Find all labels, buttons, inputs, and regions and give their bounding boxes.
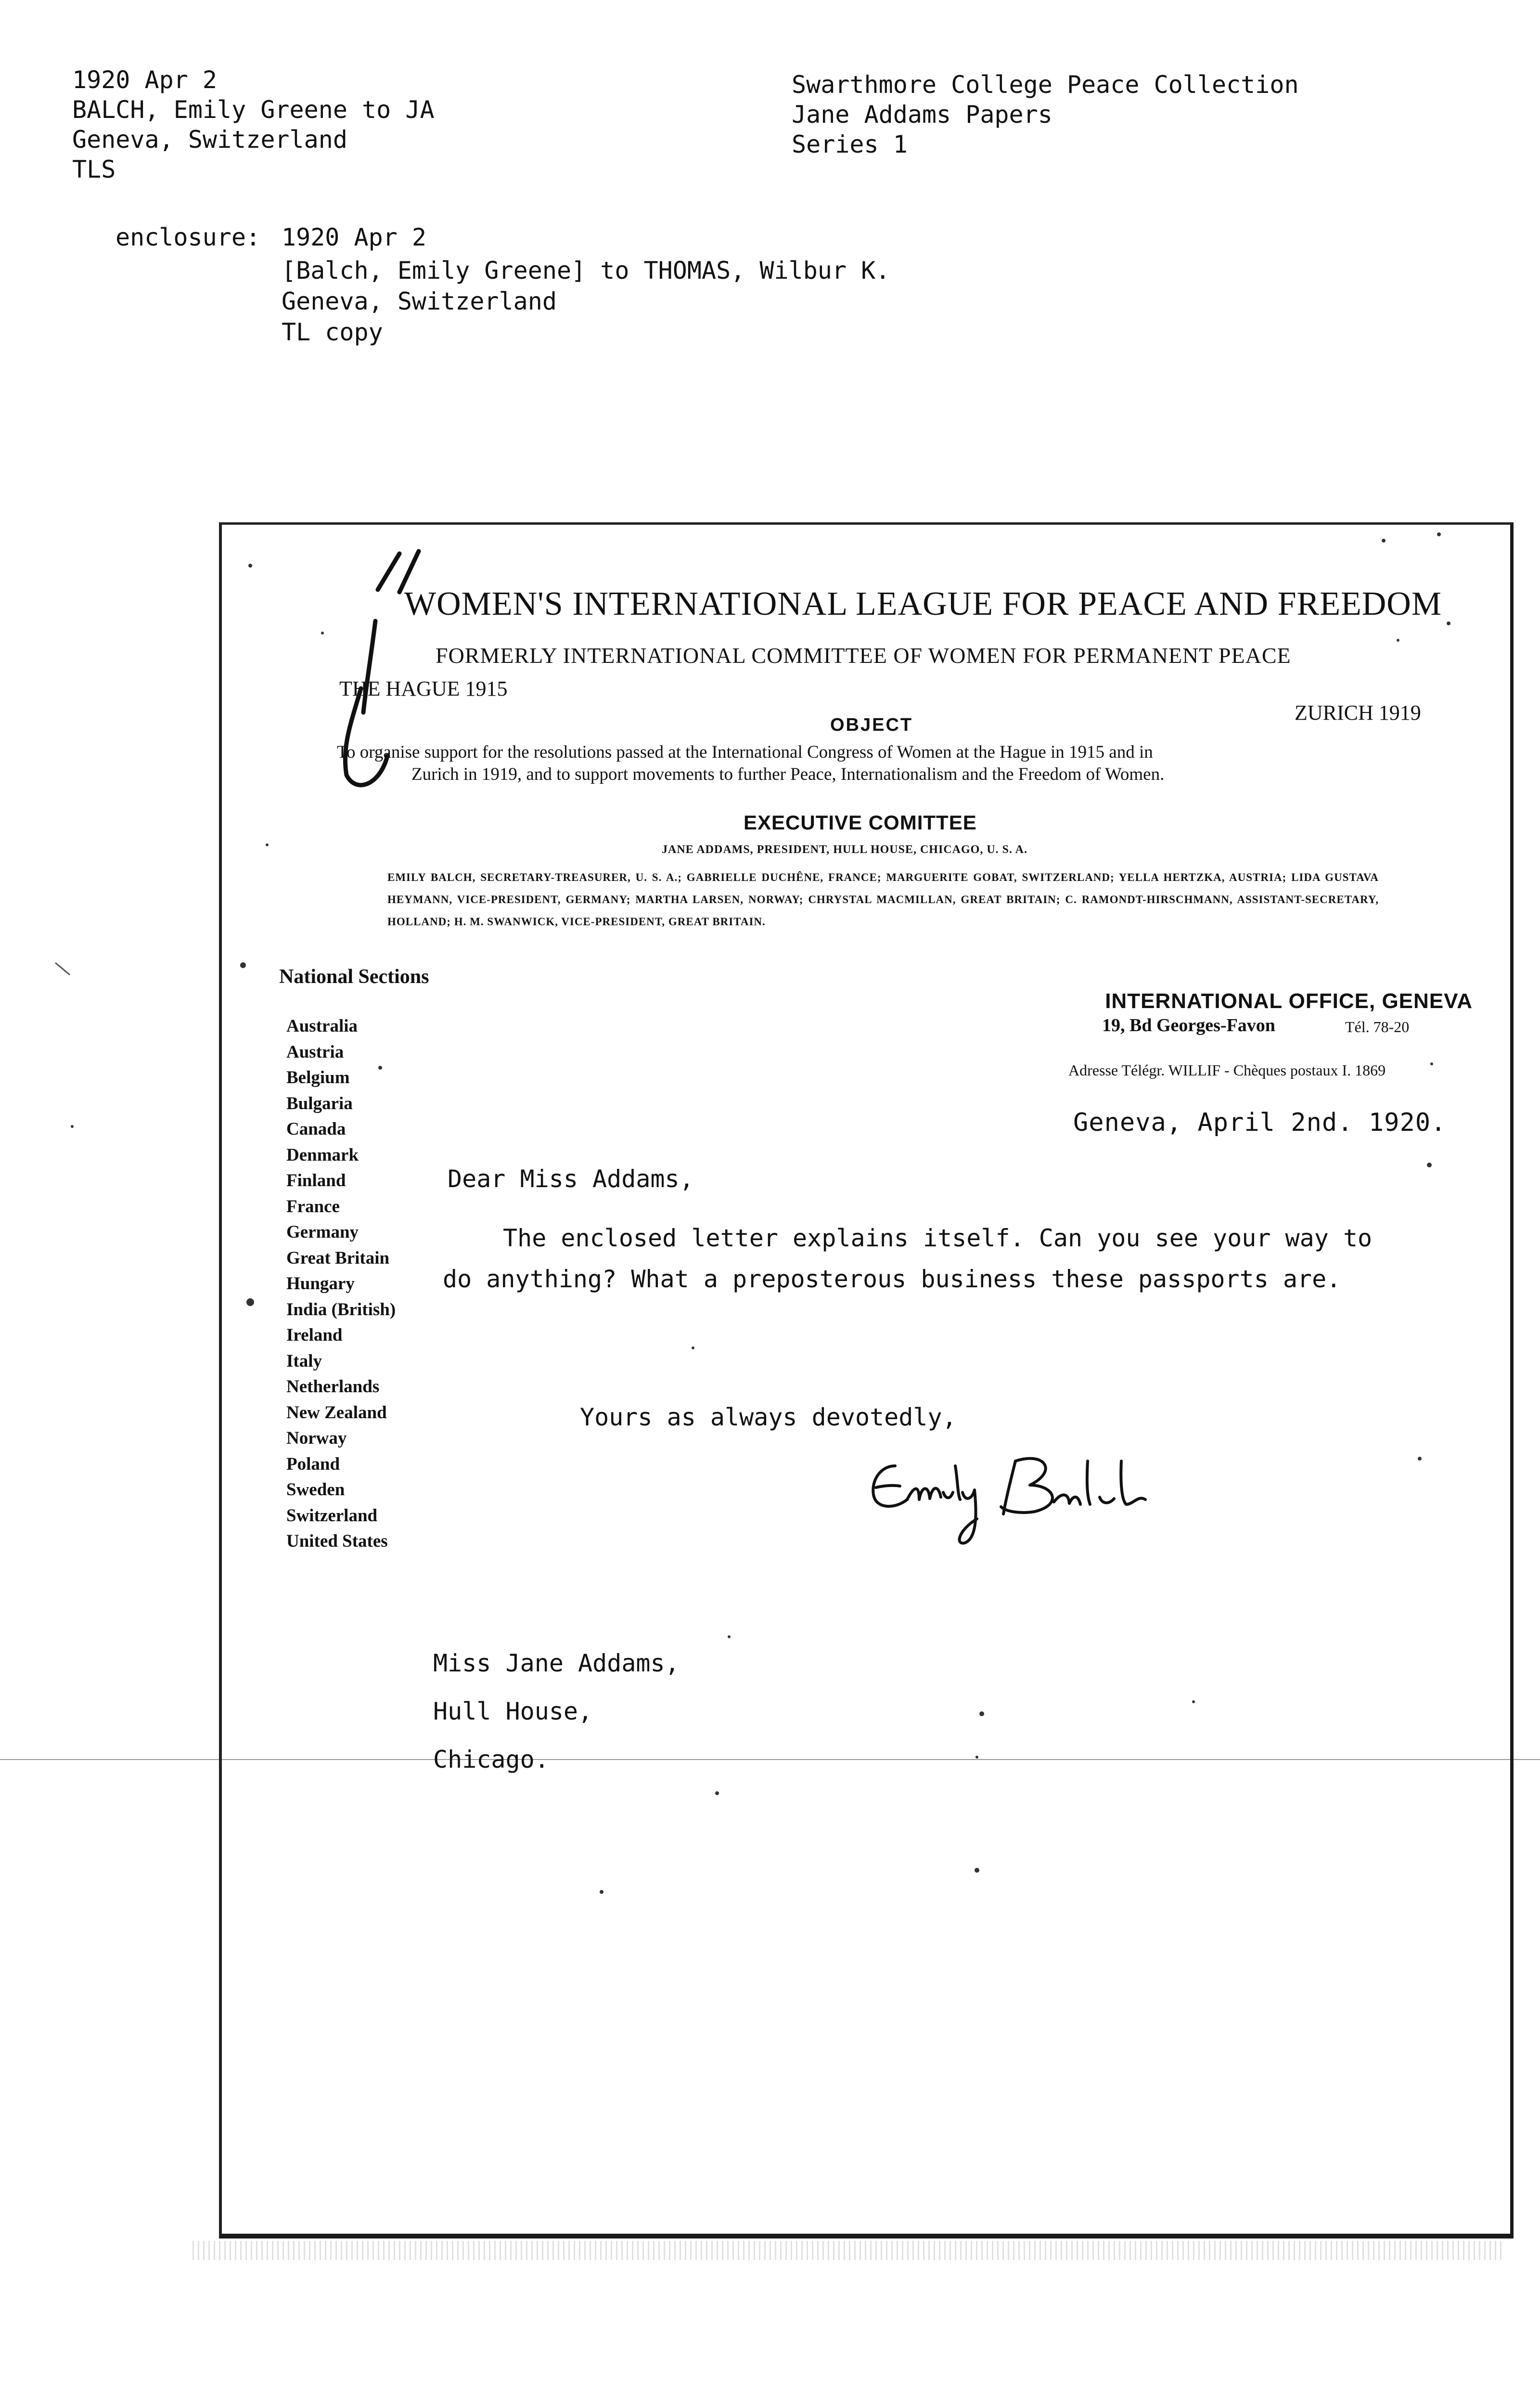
archive-right-block bbox=[792, 70, 1299, 159]
section-item: Finland bbox=[286, 1171, 346, 1191]
archive-series: Series 1 bbox=[792, 130, 908, 158]
archive-type: TLS bbox=[72, 155, 116, 183]
letter-closing: Yours as always devotedly, bbox=[580, 1403, 957, 1431]
enclosure-block bbox=[282, 255, 890, 348]
section-item: Great Britain bbox=[286, 1248, 390, 1268]
archive-collection: Swarthmore College Peace Collection bbox=[792, 71, 1299, 99]
section-item: Germany bbox=[286, 1222, 359, 1242]
national-sections-title: National Sections bbox=[279, 966, 429, 988]
addressee-block bbox=[433, 1639, 680, 1784]
international-office: INTERNATIONAL OFFICE, GENEVA bbox=[1105, 989, 1473, 1013]
section-item: France bbox=[286, 1196, 340, 1216]
section-item: Norway bbox=[286, 1428, 347, 1448]
purpose-line-2: Zurich in 1919, and to support movements to further Peace, Internationalism and the Freedom of Women. bbox=[411, 764, 1165, 784]
section-item: Switzerland bbox=[286, 1505, 378, 1526]
enclosure-correspondents: [Balch, Emily Greene] to THOMAS, Wilbur K. bbox=[282, 257, 890, 285]
section-item: Canada bbox=[286, 1119, 346, 1139]
letterhead-formerly: FORMERLY INTERNATIONAL COMMITTEE OF WOMEN FOR PERMANENT PEACE bbox=[436, 643, 1291, 668]
addressee-city: Chicago. bbox=[433, 1746, 549, 1773]
office-address: 19, Bd Georges-Favon bbox=[1102, 1015, 1275, 1035]
purpose-line-1: To organise support for the resolutions passed at the International Congress of Women at the Hague in 1915 and in bbox=[337, 742, 1153, 762]
section-item: Denmark bbox=[286, 1145, 359, 1165]
section-item: Bulgaria bbox=[286, 1093, 353, 1113]
archive-date: 1920 Apr 2 bbox=[72, 66, 218, 94]
section-item: Netherlands bbox=[286, 1377, 380, 1397]
letterhead-purpose bbox=[337, 741, 1444, 786]
enclosure-label: enclosure: bbox=[116, 223, 261, 251]
letter-salutation: Dear Miss Addams, bbox=[448, 1165, 694, 1193]
section-item: Austria bbox=[286, 1042, 344, 1062]
section-item: United States bbox=[286, 1531, 388, 1551]
letterhead-title: WOMEN'S INTERNATIONAL LEAGUE FOR PEACE AND FREEDOM bbox=[404, 585, 1442, 622]
section-item: India (British) bbox=[286, 1299, 396, 1320]
letter-body-text: The enclosed letter explains itself. Can you see your way to do anything? What a preposterous business these passports are. bbox=[443, 1224, 1373, 1293]
letter-body bbox=[443, 1218, 1381, 1300]
sheet-shadow bbox=[192, 2241, 1502, 2260]
archive-papers: Jane Addams Papers bbox=[792, 101, 1052, 129]
office-telegraph: Adresse Télégr. WILLIF - Chèques postaux I. 1869 bbox=[1068, 1061, 1386, 1079]
executive-president: JANE ADDAMS, PRESIDENT, HULL HOUSE, CHICAGO, U. S. A. bbox=[662, 843, 1028, 856]
enclosure-date: 1920 Apr 2 bbox=[282, 223, 427, 251]
section-item: Australia bbox=[286, 1016, 358, 1036]
section-item: New Zealand bbox=[286, 1402, 387, 1423]
section-item: Belgium bbox=[286, 1068, 350, 1087]
signature bbox=[861, 1447, 1198, 1557]
addressee-house: Hull House, bbox=[433, 1697, 593, 1725]
section-item: Hungary bbox=[286, 1274, 355, 1294]
section-item: Ireland bbox=[286, 1325, 343, 1345]
section-item: Sweden bbox=[286, 1480, 345, 1500]
archive-correspondents: BALCH, Emily Greene to JA bbox=[72, 96, 435, 124]
letter-date: Geneva, April 2nd. 1920. bbox=[1073, 1108, 1447, 1137]
letterhead-object-heading: OBJECT bbox=[830, 715, 913, 735]
enclosure-type: TL copy bbox=[282, 318, 383, 346]
addressee-name: Miss Jane Addams, bbox=[433, 1649, 680, 1677]
section-item: Poland bbox=[286, 1454, 340, 1474]
executive-committee-heading: EXECUTIVE COMITTEE bbox=[744, 811, 977, 834]
executive-members: EMILY BALCH, SECRETARY-TREASURER, U. S. A.; GABRIELLE DUCHÊNE, FRANCE; MARGUERITE GOBAT, SWITZERLAND; YELLA HERTZKA, AUSTRIA; LIDA GUSTAVA HEYMANN, VICE-PRESIDENT, GERMANY; MARTHA LARSEN, NORWAY; CHRYSTAL MACMILLAN, GREAT BRITAIN; C. RAMONDT-HIRSCHMANN, ASSISTANT-SECRETARY, HOLLAND; H. M. SWANWICK, VICE-PRESIDENT, GREAT BRITAIN. bbox=[387, 871, 1379, 928]
archive-place: Geneva, Switzerland bbox=[72, 126, 347, 154]
office-telephone: Tél. 78-20 bbox=[1345, 1018, 1410, 1035]
section-item: Italy bbox=[286, 1351, 322, 1371]
national-sections-list bbox=[286, 1013, 396, 1554]
archive-left-block bbox=[72, 65, 435, 184]
enclosure-place: Geneva, Switzerland bbox=[282, 287, 557, 315]
letterhead-zurich: ZURICH 1919 bbox=[1295, 701, 1421, 725]
letterhead-hague: THE HAGUE 1915 bbox=[339, 677, 508, 700]
